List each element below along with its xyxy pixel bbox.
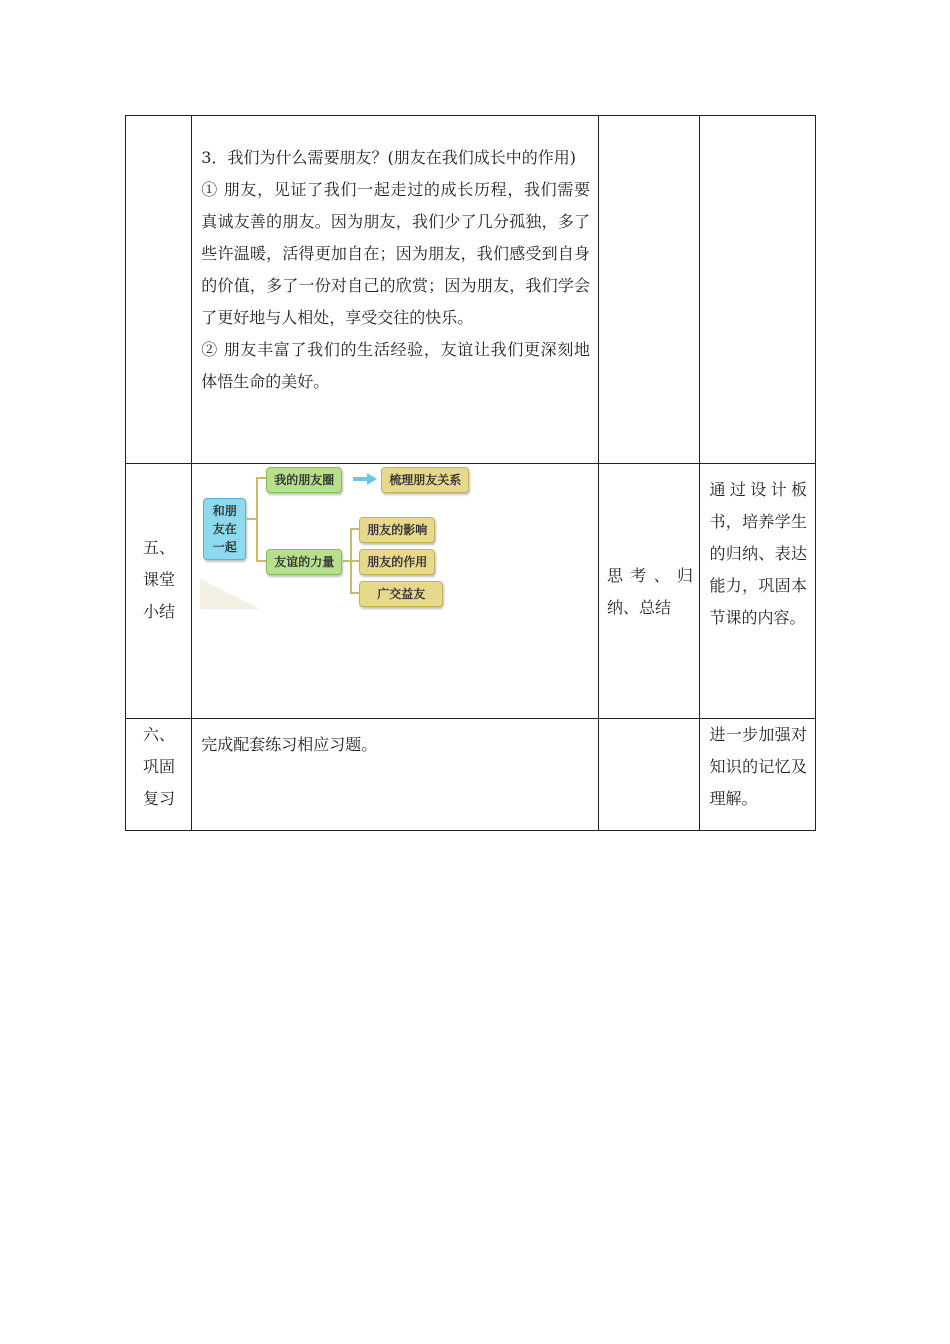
sort-relations-node: 梳理朋友关系 <box>381 467 469 493</box>
stage-label: 六、巩固复习 <box>143 725 176 808</box>
table-row <box>126 464 816 719</box>
lesson-table <box>125 115 816 831</box>
friend-influence-node: 朋友的影响 <box>359 517 435 543</box>
point-one-paragraph: ① 朋友，见证了我们一起走过的成长历程，我们需要真诚友善的朋友。因为朋友，我们少了几分孤独，多了些许温暖，活得更加自在；因为朋友，我们感受到自身的价值，多了一份对自己的欣赏；因为朋友，我们学会了更好地与人相处，享受交往的快乐。 <box>201 180 591 327</box>
connector-line <box>350 592 359 594</box>
decorative-corner <box>200 579 260 609</box>
connector-line <box>256 477 266 479</box>
table-row <box>126 116 816 464</box>
stage-label: 五、课堂小结 <box>143 538 176 621</box>
exercise-text: 完成配套练习相应习题。 <box>201 735 378 754</box>
activity-cell <box>599 464 700 719</box>
table-row <box>126 719 816 831</box>
point-two-paragraph: ② 朋友丰富了我们的生活经验，友谊让我们更深刻地体悟生命的美好。 <box>201 340 591 391</box>
friendship-power-node: 友谊的力量 <box>266 549 342 575</box>
stage-cell <box>126 719 192 831</box>
stage-cell <box>126 464 192 719</box>
connector-line <box>247 518 256 520</box>
goal-cell <box>700 719 816 831</box>
question-paragraph: 3．我们为什么需要朋友？(朋友在我们成长中的作用) <box>201 148 576 167</box>
stage-cell <box>126 116 192 464</box>
activity-text: 思考、归纳、总结 <box>607 566 694 617</box>
connector-line <box>343 560 350 562</box>
connector-line <box>350 560 359 562</box>
activity-cell <box>599 116 700 464</box>
make-friends-node: 广交益友 <box>359 581 443 607</box>
goal-text: 通过设计板书，培养学生的归纳、表达能力，巩固本节课的内容。 <box>709 480 807 627</box>
goal-cell <box>700 464 816 719</box>
connector-line <box>256 560 266 562</box>
content-cell <box>192 719 599 831</box>
connector-line <box>256 477 258 561</box>
content-cell <box>192 116 599 464</box>
goal-cell <box>700 116 816 464</box>
connector-line <box>350 528 359 530</box>
mind-map <box>200 464 472 609</box>
friend-role-node: 朋友的作用 <box>359 549 435 575</box>
goal-text: 进一步加强对知识的记忆及理解。 <box>709 725 807 808</box>
activity-cell <box>599 719 700 831</box>
right-arrow-icon <box>353 472 377 486</box>
root-node: 和朋友在一起 <box>203 498 246 560</box>
summary-cell <box>192 464 599 719</box>
my-friends-node: 我的朋友圈 <box>266 467 342 493</box>
